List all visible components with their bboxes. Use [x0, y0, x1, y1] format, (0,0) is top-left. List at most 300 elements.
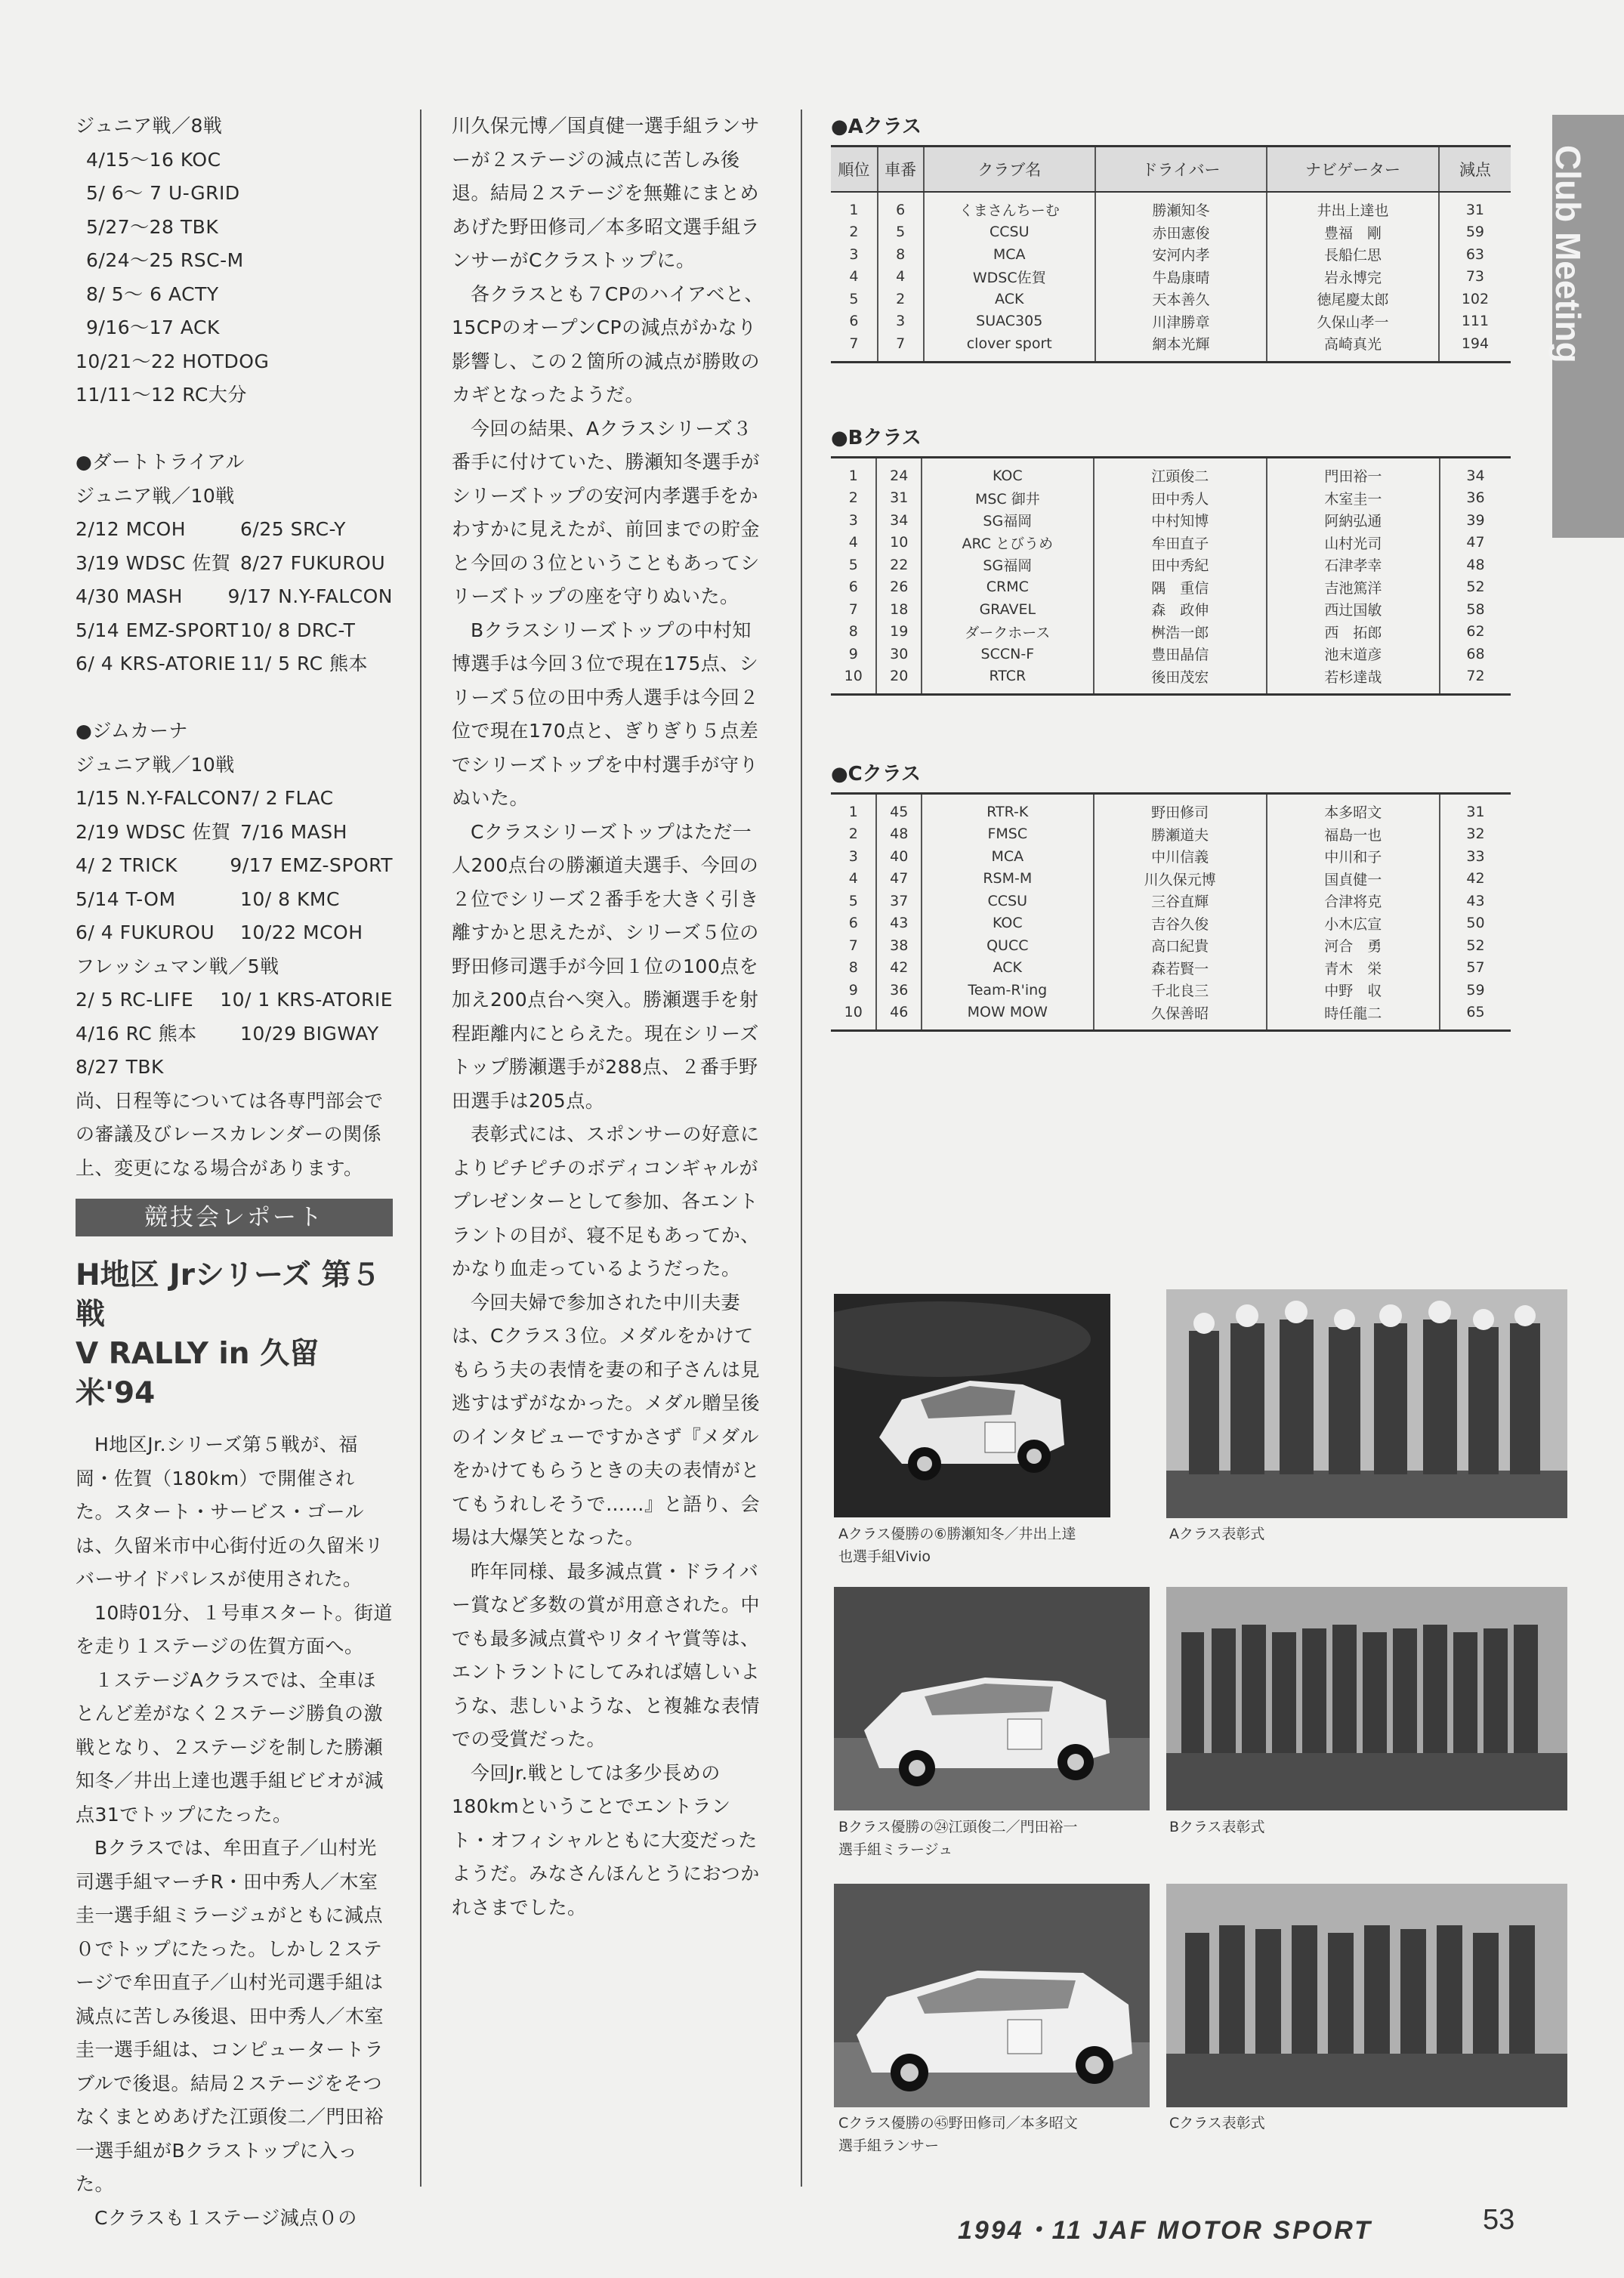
penalty-cell: 31: [1466, 803, 1485, 820]
navigator-cell: 吉池篤洋: [1267, 576, 1440, 599]
club-cell: ダークホース: [922, 621, 1094, 644]
results-table: [831, 456, 1511, 696]
headline-line-1: H地区 Jrシリーズ 第５戦: [76, 1258, 381, 1332]
schedule-item: 9/17 EMZ-SPORT: [230, 854, 393, 876]
rally-car-image: [834, 1294, 1110, 1517]
page-number: 53: [1483, 2204, 1515, 2236]
car-number-cell: 34: [876, 509, 922, 532]
rank-cell: 5: [831, 288, 878, 310]
driver-cell: 千北良三: [1094, 979, 1267, 1002]
rank-cell: 4: [831, 532, 876, 554]
penalty-cell: 50: [1466, 915, 1485, 932]
photo-class-b-car: [834, 1587, 1150, 1810]
article-paragraph: 今回Jr.戦としては多少長めの180kmということでエントラント・オフィシャルともに大変だったようだ。みなさんほんとうにおつかれさまでした。: [452, 1761, 760, 1918]
caption-class-b-ceremony: [1169, 1816, 1264, 1838]
navigator-cell: 福島一也: [1267, 823, 1440, 846]
navigator-cell: 木室圭一: [1267, 487, 1440, 510]
caption-class-a-car: [838, 1523, 1076, 1568]
penalty-cell: 36: [1466, 489, 1485, 507]
car-number-cell: 36: [876, 979, 922, 1002]
schedule-item: 9/16〜17 ACK: [86, 316, 220, 338]
report-section-tag: 競技会レポート: [76, 1199, 393, 1236]
caption-class-c-ceremony: [1169, 2112, 1265, 2134]
penalty-cell: 32: [1466, 826, 1485, 843]
driver-cell: 野田修司: [1094, 794, 1267, 823]
club-cell: Team-R'ing: [922, 979, 1094, 1002]
club-cell: RSM-M: [922, 868, 1094, 891]
car-number-cell: 48: [876, 823, 922, 846]
penalty-cell: 102: [1461, 290, 1490, 307]
navigator-cell: 井出上達也: [1267, 192, 1439, 221]
club-cell: FMSC: [922, 823, 1094, 846]
rank-cell: 10: [831, 1002, 876, 1031]
schedule-row: [76, 816, 393, 850]
club-cell: SG福岡: [922, 554, 1094, 576]
article-paragraph: 各クラスとも７CPのハイアベと、15CPのオープンCPの減点がかなり影響し、この２箇所の減点が勝敗のカギとなったようだ。: [452, 282, 764, 406]
driver-cell: 田中秀紀: [1094, 554, 1267, 576]
schedule-note: 尚、日程等については各専門部会での審議及びレースカレンダーの関係上、変更になる場合があります。: [76, 1089, 384, 1179]
navigator-cell: 久保山孝一: [1267, 310, 1439, 333]
driver-cell: 勝瀬道夫: [1094, 823, 1267, 846]
table-header-row: [831, 147, 1511, 193]
article-paragraph: Cクラスシリーズトップはただ一人200点台の勝瀬道夫選手、今回の２位でシリーズ２番手を大きく引き離すかと思えたが、シリーズ５位の野田修司選手が今回１位の100点を加え200点台へ突入。勝瀬選手を射程距離内にとらえた。現在シリーズトップ勝瀬選手が288点、２番手野田選手は205点。: [452, 820, 759, 1112]
driver-cell: 中川信義: [1094, 845, 1267, 868]
table-row: [831, 621, 1511, 644]
car-number-cell: 40: [876, 845, 922, 868]
section-side-tab: [1548, 115, 1624, 538]
schedule-item: 4/ 2 TRICK: [76, 854, 178, 876]
driver-cell: 田中秀人: [1094, 487, 1267, 510]
club-cell: ACK: [924, 288, 1095, 310]
table-row: [831, 458, 1511, 487]
car-number-cell: 3: [878, 310, 924, 333]
caption-line: 選手組ランサー: [838, 2138, 940, 2154]
club-cell: ARC とびうめ: [922, 532, 1094, 554]
table-row: [831, 823, 1511, 846]
caption-line: Aクラス表彰式: [1169, 1526, 1265, 1542]
caption-class-c-car: [838, 2112, 1078, 2157]
table-row: [831, 310, 1511, 333]
article-paragraph: 今回夫婦で参加された中川夫妻は、Cクラス３位。メダルをかけてもらう夫の表情を妻の和子さんは見逃すはずがなかった。メダル贈呈後のインタビューですかさず『メダルをかけてもらうときの夫の表情がとてもうれしそうで……』と語り、会場は大爆笑となった。: [452, 1291, 761, 1548]
schedule-row: [76, 1017, 393, 1051]
driver-cell: 桝浩一郎: [1094, 621, 1267, 644]
article-paragraph: Bクラスでは、牟田直子／山村光司選手組マーチR・田中秀人／木室圭一選手組ミラージュがともに減点０でトップにたった。しかし２ステージで牟田直子／山村光司選手組は減点に苦しみ後退、田中秀人／木室圭一選手組は、コンピュータートラブルで後退。結局２ステージをそつなくまとめあげた江頭俊二／門田裕一選手組がBクラストップに入った。: [76, 1837, 384, 2195]
freshman-header: フレッシュマン戦／5戦: [76, 955, 279, 977]
navigator-cell: 門田裕一: [1267, 458, 1440, 487]
navigator-cell: 国貞健一: [1267, 868, 1440, 891]
driver-cell: 三谷直輝: [1094, 890, 1267, 912]
schedule-item: 6/25 SRC-Y: [240, 518, 346, 540]
rally-car-image: [834, 1587, 1150, 1810]
schedule-item: 4/16 RC 熊本: [76, 1022, 197, 1045]
magazine-footer-title: 1994・11 JAF MOTOR SPORT: [958, 2216, 1372, 2245]
driver-cell: 高口紀貴: [1094, 934, 1267, 957]
table-row: [831, 288, 1511, 310]
schedule-row: [76, 883, 393, 917]
navigator-cell: 中野 収: [1267, 979, 1440, 1002]
navigator-cell: 河合 勇: [1267, 934, 1440, 957]
driver-cell: 吉谷久俊: [1094, 912, 1267, 935]
table-row: [831, 957, 1511, 980]
table-row: [831, 554, 1511, 576]
photo-class-a-car: [834, 1294, 1110, 1517]
driver-cell: 豊田晶信: [1094, 643, 1267, 665]
rank-cell: 5: [831, 890, 876, 912]
car-number-cell: 6: [878, 192, 924, 221]
car-number-cell: 18: [876, 598, 922, 621]
rank-cell: 7: [831, 332, 878, 362]
penalty-cell: 62: [1466, 623, 1485, 640]
table-row: [831, 934, 1511, 957]
rank-cell: 6: [831, 912, 876, 935]
caption-line: Cクラス表彰式: [1169, 2115, 1265, 2131]
table-row: [831, 643, 1511, 665]
club-cell: QUCC: [922, 934, 1094, 957]
schedule-row: [76, 614, 393, 648]
schedule-item: 10/ 1 KRS-ATORIE: [220, 989, 393, 1011]
schedule-item: 1/15 N.Y-FALCON: [76, 787, 241, 809]
navigator-cell: 合津将克: [1267, 890, 1440, 912]
gymkhana-schedule: [76, 782, 393, 950]
driver-cell: 隅 重信: [1094, 576, 1267, 599]
caption-line: 也選手組Vivio: [838, 1548, 931, 1565]
navigator-cell: 岩永博完: [1267, 266, 1439, 289]
schedule-item: 9/17 N.Y-FALCON: [227, 585, 393, 607]
car-number-cell: 45: [876, 794, 922, 823]
penalty-cell: 72: [1466, 668, 1485, 685]
driver-cell: 江頭俊二: [1094, 458, 1267, 487]
car-number-cell: 19: [876, 621, 922, 644]
driver-cell: 川津勝章: [1095, 310, 1267, 333]
article-paragraph: 今回の結果、Aクラスシリーズ３番手に付けていた、勝瀬知冬選手がシリーズトップの安河内孝選手をかわすかに見えたが、前回までの貯金と今回の３位ということもあってシリーズトップの座を守りぬいた。: [452, 417, 761, 607]
schedule-item: 10/ 8 DRC-T: [240, 619, 356, 641]
schedule-item: 4/30 MASH: [76, 585, 183, 607]
dirt-trial-header: ●ダートトライアル: [76, 451, 245, 473]
table-row: [831, 509, 1511, 532]
rank-cell: 3: [831, 845, 876, 868]
car-number-cell: 4: [878, 266, 924, 289]
penalty-cell: 52: [1466, 937, 1485, 954]
class-b-title: ●Bクラス: [831, 427, 922, 449]
photo-class-a-ceremony: [1166, 1289, 1567, 1518]
driver-cell: 後田茂宏: [1094, 665, 1267, 695]
rank-cell: 2: [831, 823, 876, 846]
class-c-title: ●Cクラス: [831, 763, 921, 786]
penalty-cell: 59: [1465, 224, 1485, 241]
club-cell: CCSU: [922, 890, 1094, 912]
table-row: [831, 868, 1511, 891]
driver-cell: 久保善昭: [1094, 1002, 1267, 1031]
article-headline: [76, 1256, 393, 1413]
club-cell: MCA: [924, 243, 1095, 266]
header-car-number: 車番: [878, 147, 924, 193]
penalty-cell: 68: [1466, 645, 1485, 662]
car-number-cell: 26: [876, 576, 922, 599]
schedule-item: 10/21〜22 HOTDOG: [76, 350, 270, 372]
table-row: [831, 192, 1511, 221]
ceremony-image: [1166, 1587, 1567, 1810]
car-number-cell: 5: [878, 221, 924, 244]
car-number-cell: 31: [876, 487, 922, 510]
car-number-cell: 42: [876, 957, 922, 980]
class-a-title: ●Aクラス: [831, 116, 922, 138]
car-number-cell: 20: [876, 665, 922, 695]
rank-cell: 8: [831, 621, 876, 644]
car-number-cell: 38: [876, 934, 922, 957]
car-number-cell: 46: [876, 1002, 922, 1031]
navigator-cell: 徳尾慶太郎: [1267, 288, 1439, 310]
schedule-item: 3/19 WDSC 佐賀: [76, 551, 231, 574]
table-row: [831, 665, 1511, 695]
schedule-item: 4/15〜16 KOC: [86, 148, 221, 171]
navigator-cell: 小木広宣: [1267, 912, 1440, 935]
gymkhana-header: ●ジムカーナ: [76, 720, 188, 742]
header-driver: ドライバー: [1095, 147, 1267, 193]
schedule-item: 7/ 2 FLAC: [240, 787, 334, 809]
dirt-schedule: [76, 513, 393, 681]
article-paragraph: 表彰式には、スポンサーの好意によりピチピチのボディコンギャルがプレゼンターとして参加、各エントラントの目が、寝不足もあってか、かなり血走っているようだった。: [452, 1123, 760, 1279]
schedule-row: [76, 580, 393, 614]
junior-schedule: [76, 144, 393, 412]
rank-cell: 1: [831, 458, 876, 487]
rank-cell: 3: [831, 243, 878, 266]
rank-cell: 7: [831, 934, 876, 957]
club-cell: KOC: [922, 912, 1094, 935]
penalty-cell: 63: [1465, 245, 1485, 263]
club-cell: くまさんちーむ: [924, 192, 1095, 221]
club-cell: MOW MOW: [922, 1002, 1094, 1031]
column-divider: [420, 110, 421, 2187]
caption-line: Cクラス優勝の㊺野田修司／本多昭文: [838, 2115, 1078, 2131]
penalty-cell: 58: [1466, 600, 1485, 618]
club-cell: MSC 御井: [922, 487, 1094, 510]
rank-cell: 1: [831, 192, 878, 221]
caption-class-a-ceremony: [1169, 1523, 1264, 1545]
header-club: クラブ名: [924, 147, 1095, 193]
schedule-row: [76, 983, 393, 1017]
club-cell: RTCR: [922, 665, 1094, 695]
driver-cell: 森 政伸: [1094, 598, 1267, 621]
caption-line: Aクラス優勝の⑥勝瀬知冬／井出上達: [838, 1526, 1076, 1542]
schedule-item: 8/27 TBK: [76, 1056, 164, 1078]
penalty-cell: 48: [1466, 556, 1485, 573]
photo-class-c-ceremony: [1166, 1884, 1567, 2107]
table-row: [831, 487, 1511, 510]
driver-cell: 森若賢一: [1094, 957, 1267, 980]
rank-cell: 10: [831, 665, 876, 695]
table-row: [831, 794, 1511, 823]
header-rank: 順位: [831, 147, 878, 193]
caption-class-b-car: [838, 1816, 1077, 1861]
rank-cell: 2: [831, 487, 876, 510]
driver-cell: 天本善久: [1095, 288, 1267, 310]
penalty-cell: 65: [1466, 1004, 1485, 1021]
club-cell: GRAVEL: [922, 598, 1094, 621]
header-navigator: ナビゲーター: [1267, 147, 1439, 193]
gymkhana-junior-header: ジュニア戦／10戦: [76, 753, 235, 776]
article-paragraph: １ステージAクラスでは、全車ほとんど差がなく２ステージ勝負の激戦となり、２ステージを制した勝瀬知冬／井出上達也選手組ビビオが減点31でトップにたった。: [76, 1668, 384, 1826]
navigator-cell: 石津孝幸: [1267, 554, 1440, 576]
car-number-cell: 22: [876, 554, 922, 576]
penalty-cell: 34: [1466, 467, 1485, 484]
penalty-cell: 39: [1466, 511, 1485, 529]
club-cell: clover sport: [924, 332, 1095, 362]
schedule-item: 5/27〜28 TBK: [86, 215, 219, 238]
caption-line: 選手組ミラージュ: [838, 1841, 953, 1858]
car-number-cell: 24: [876, 458, 922, 487]
schedule-item: 6/24〜25 RSC-M: [86, 249, 244, 271]
driver-cell: 勝瀬知冬: [1095, 192, 1267, 221]
club-cell: MCA: [922, 845, 1094, 868]
penalty-cell: 31: [1465, 201, 1485, 218]
schedule-item: 10/22 MCOH: [240, 921, 363, 943]
penalty-cell: 42: [1466, 870, 1485, 887]
column-divider: [801, 110, 802, 2187]
car-number-cell: 37: [876, 890, 922, 912]
results-table: [831, 145, 1511, 363]
car-number-cell: 7: [878, 332, 924, 362]
penalty-cell: 111: [1461, 313, 1490, 330]
rank-cell: 5: [831, 554, 876, 576]
club-cell: SG福岡: [922, 509, 1094, 532]
schedule-item: 5/14 T-OM: [76, 887, 176, 910]
schedule-item: 5/ 6〜 7 U-GRID: [86, 182, 240, 204]
club-cell: SCCN-F: [922, 643, 1094, 665]
driver-cell: 牛島康晴: [1095, 266, 1267, 289]
navigator-cell: 山村光司: [1267, 532, 1440, 554]
car-number-cell: 43: [876, 912, 922, 935]
photo-class-b-ceremony: [1166, 1587, 1567, 1810]
club-cell: WDSC佐賀: [924, 266, 1095, 289]
driver-cell: 中村知博: [1094, 509, 1267, 532]
rank-cell: 2: [831, 221, 878, 244]
schedule-item: 2/ 5 RC-LIFE: [76, 989, 194, 1011]
schedule-item: 2/19 WDSC 佐賀: [76, 820, 231, 843]
rally-car-image: [834, 1884, 1150, 2107]
table-row: [831, 979, 1511, 1002]
table-row: [831, 576, 1511, 599]
rank-cell: 4: [831, 868, 876, 891]
table-row: [831, 332, 1511, 362]
headline-line-2: V RALLY in 久留米'94: [76, 1337, 320, 1410]
driver-cell: 赤田憲俊: [1095, 221, 1267, 244]
table-row: [831, 845, 1511, 868]
schedule-item: 10/ 8 KMC: [240, 887, 340, 910]
class-c-results: [831, 761, 1511, 1032]
schedule-row: [76, 513, 393, 547]
article-paragraph: Cクラスも１ステージ減点０の: [94, 2206, 357, 2229]
schedule-row: [76, 547, 393, 581]
table-row: [831, 221, 1511, 244]
navigator-cell: 阿納弘通: [1267, 509, 1440, 532]
article-paragraph: H地区Jr.シリーズ第５戦が、福岡・佐賀（180km）で開催された。スタート・サービス・ゴールは、久留米市中心街付近の久留米リバーサイドパレスが使用された。: [76, 1434, 384, 1590]
car-number-cell: 10: [876, 532, 922, 554]
table-row: [831, 912, 1511, 935]
schedule-item: 11/11〜12 RC大分: [76, 384, 247, 406]
driver-cell: 網本光輝: [1095, 332, 1267, 362]
car-number-cell: 47: [876, 868, 922, 891]
side-tab-label: Club Meeting: [1548, 145, 1588, 363]
schedule-item: 2/12 MCOH: [76, 518, 187, 540]
schedule-item: 8/ 5〜 6 ACTY: [86, 282, 219, 305]
header-penalty: 減点: [1439, 147, 1511, 193]
junior-header: ジュニア戦／8戦: [76, 115, 223, 137]
schedule-item: 11/ 5 RC 熊本: [240, 653, 369, 674]
navigator-cell: 西辻国敏: [1267, 598, 1440, 621]
schedule-row: [76, 647, 393, 681]
rank-cell: 7: [831, 598, 876, 621]
club-cell: ACK: [922, 957, 1094, 980]
driver-cell: 川久保元博: [1094, 868, 1267, 891]
table-row: [831, 890, 1511, 912]
rank-cell: 6: [831, 310, 878, 333]
ceremony-image: [1166, 1289, 1567, 1518]
schedule-item: 8/27 FUKUROU: [240, 551, 386, 574]
club-cell: KOC: [922, 458, 1094, 487]
schedule-item: 6/ 4 KRS-ATORIE: [76, 653, 236, 674]
schedule-item: 10/29 BIGWAY: [240, 1022, 379, 1045]
car-number-cell: 30: [876, 643, 922, 665]
freshman-schedule: [76, 983, 393, 1085]
schedule-item: 7/16 MASH: [240, 820, 347, 843]
navigator-cell: 豊福 剛: [1267, 221, 1439, 244]
class-b-results: [831, 424, 1511, 696]
navigator-cell: 時任龍二: [1267, 1002, 1440, 1031]
rank-cell: 9: [831, 979, 876, 1002]
article-paragraph: 昨年同様、最多減点賞・ドライバー賞など多数の賞が用意された。中でも最多減点賞やリタイヤ賞等は、エントラントにしてみれば嬉しいような、悲しいような、と複雑な表情での受賞だった。: [452, 1560, 761, 1750]
schedule-row: [76, 916, 393, 950]
schedule-row: [76, 849, 393, 883]
driver-cell: 安河内孝: [1095, 243, 1267, 266]
rank-cell: 1: [831, 794, 876, 823]
navigator-cell: 本多昭文: [1267, 794, 1440, 823]
navigator-cell: 若杉達哉: [1267, 665, 1440, 695]
rank-cell: 9: [831, 643, 876, 665]
dirt-junior-header: ジュニア戦／10戦: [76, 484, 235, 507]
rank-cell: 3: [831, 509, 876, 532]
club-cell: CCSU: [924, 221, 1095, 244]
results-table: [831, 792, 1511, 1032]
rank-cell: 6: [831, 576, 876, 599]
table-row: [831, 266, 1511, 289]
navigator-cell: 池末道彦: [1267, 643, 1440, 665]
club-cell: CRMC: [922, 576, 1094, 599]
navigator-cell: 西 拓郎: [1267, 621, 1440, 644]
penalty-cell: 43: [1466, 892, 1485, 909]
club-cell: RTR-K: [922, 794, 1094, 823]
navigator-cell: 青木 栄: [1267, 957, 1440, 980]
rank-cell: 8: [831, 957, 876, 980]
schedule-item: 5/14 EMZ-SPORT: [76, 619, 239, 641]
schedule-item: 6/ 4 FUKUROU: [76, 921, 215, 943]
penalty-cell: 73: [1465, 268, 1485, 286]
article-paragraph: 川久保元博／国貞健一選手組ランサーが２ステージの減点に苦しみ後退。結局２ステージを無難にまとめあげた野田修司／本多昭文選手組ランサーがCクラストップに。: [452, 115, 761, 271]
penalty-cell: 194: [1461, 335, 1490, 352]
penalty-cell: 47: [1466, 534, 1485, 551]
left-column: [76, 110, 393, 2235]
middle-column: [452, 110, 769, 1925]
table-row: [831, 243, 1511, 266]
article-paragraph: 10時01分、１号車スタート。街道を走り１ステージの佐賀方面へ。: [76, 1601, 393, 1657]
penalty-cell: 59: [1466, 981, 1485, 999]
navigator-cell: 長船仁思: [1267, 243, 1439, 266]
ceremony-image: [1166, 1884, 1567, 2107]
article-paragraph: Bクラスシリーズトップの中村知博選手は今回３位で現在175点、シリーズ５位の田中秀人選手は今回２位で現在170点と、ぎりぎり５点差でシリーズトップを中村選手が守りぬいた。: [452, 619, 759, 809]
driver-cell: 牟田直子: [1094, 532, 1267, 554]
table-row: [831, 532, 1511, 554]
penalty-cell: 33: [1466, 847, 1485, 865]
rank-cell: 4: [831, 266, 878, 289]
